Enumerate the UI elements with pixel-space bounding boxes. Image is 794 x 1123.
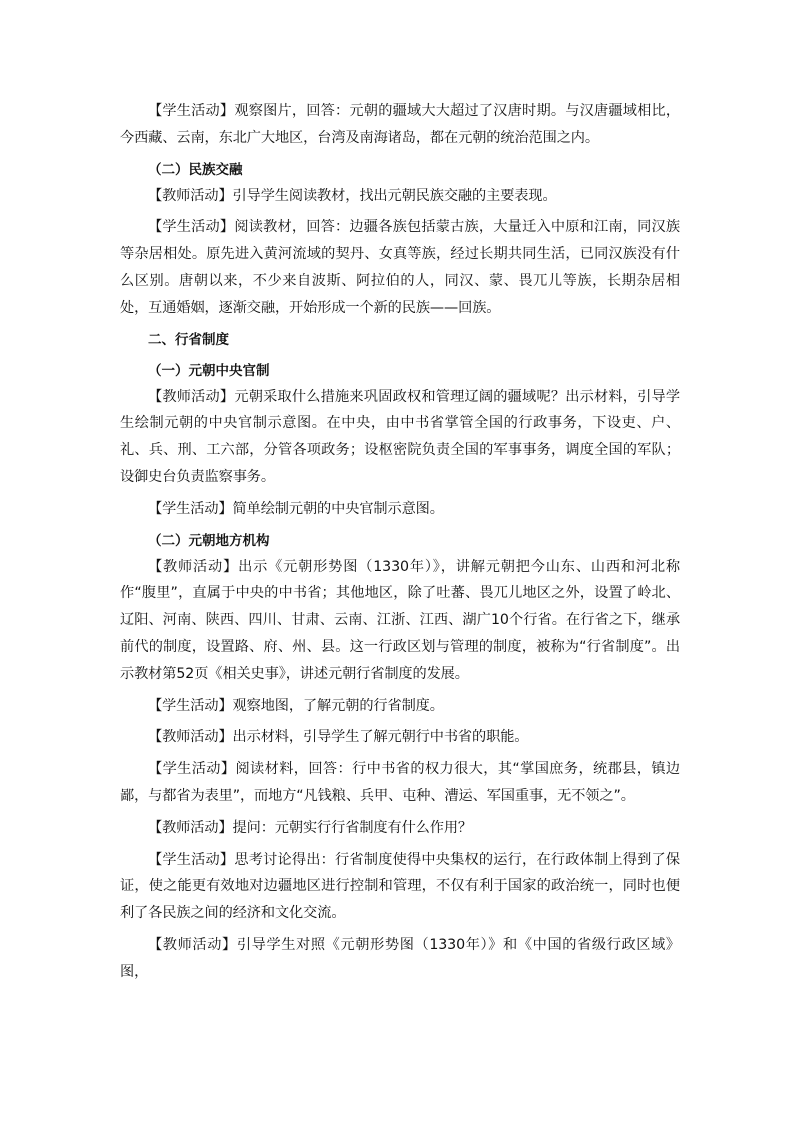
paragraph-student-activity-1 (120, 98, 680, 152)
paragraph-teacher-activity-3 (120, 554, 680, 688)
paragraph-text: 观察地图，了解元朝的行省制度。 (232, 697, 444, 714)
paragraph-text: 引导学生对照《元朝形势图（1330年）》和《中国的省级行政区域》图， (120, 936, 681, 980)
paragraph-student-activity-4 (120, 693, 680, 720)
section-heading-local-institutions: （二）元朝地方机构 (148, 532, 270, 549)
paragraph-student-activity-6 (120, 847, 680, 927)
paragraph-text: 提问：元朝实行行省制度有什么作用？ (232, 819, 473, 836)
paragraph-text: 简单绘制元朝的中央官制示意图。 (232, 500, 444, 517)
paragraph-text: 观察图片，回答：元朝的疆域大大超过了汉唐时期。与汉唐疆域相比，今西藏、云南，东北广大地区，台湾及南海诸岛，都在元朝的统治范围之内。 (120, 103, 681, 146)
activity-tag: 【学生活动】 (148, 697, 233, 714)
paragraph-teacher-activity-5 (120, 815, 680, 842)
activity-tag: 【教师活动】 (148, 187, 233, 204)
paragraph-student-activity-5 (120, 756, 680, 810)
activity-tag: 【教师活动】 (148, 729, 233, 746)
activity-tag: 【学生活动】 (148, 500, 233, 517)
activity-tag: 【教师活动】 (148, 388, 235, 405)
paragraph-student-activity-3 (120, 496, 680, 523)
paragraph-text: 阅读材料，回答：行中书省的权力很大，其“掌国庶务，统郡县，镇边鄙，与都省为表里”，而地方“凡钱粮、兵甲、屯种、漕运、军国重事，无不领之”。 (120, 761, 680, 804)
paragraph-student-activity-2 (120, 214, 680, 321)
paragraph-text: 阅读教材，回答：边疆各族包括蒙古族，大量迁入中原和江南，同汉族等杂居相处。原先进入黄河流域的契丹、女真等族，经过长期共同生活，已同汉族没有什么区别。唐朝以来，不少来自波斯、阿拉伯的人，同汉、蒙、畏兀儿等族，长期杂居相处，互通婚姻，逐渐交融，开始形成一个新的民族——回族。 (120, 219, 681, 316)
paragraph-text: 出示《元朝形势图（1330年）》，讲解元朝把今山东、山西和河北称作“腹里”，直属于中央的中书省；其他地区，除了吐蕃、畏兀儿地区之外，设置了岭北、辽阳、河南、陕西、四川、甘肃、云南、江浙、江西、湖广10个行省。在行省之下，继承前代的制度，设置路、府、州、县。这一行政区划与管理的制度，被称为“行省制度”。出示教材第52页《相关史事》，讲述元朝行省制度的发展。 (120, 558, 680, 682)
activity-tag: 【教师活动】 (148, 819, 233, 836)
activity-tag: 【教师活动】 (148, 936, 237, 953)
paragraph-teacher-activity-1 (120, 183, 680, 210)
activity-tag: 【学生活动】 (148, 851, 235, 868)
paragraph-text: 元朝采取什么措施来巩固政权和管理辽阔的疆域呢？出示材料，引导学生绘制元朝的中央官制示意图。在中央，由中书省掌管全国的行政事务，下设吏、户、礼、兵、刑、工六部，分管各项政务；设枢密院负责全国的军事事务，调度全国的军队；设御史台负责监察事务。 (120, 388, 681, 485)
paragraph-text: 出示材料，引导学生了解元朝行中书省的职能。 (232, 729, 529, 746)
paragraph-text: 引导学生阅读教材，找出元朝民族交融的主要表现。 (232, 187, 557, 204)
activity-tag: 【教师活动】 (148, 558, 239, 575)
paragraph-teacher-activity-6 (120, 932, 680, 986)
section-heading-central-officials: （一）元朝中央官制 (148, 362, 270, 379)
section-heading-province-system: 二、行省制度 (148, 331, 229, 348)
activity-tag: 【学生活动】 (148, 103, 235, 119)
paragraph-text: 思考讨论得出：行省制度使得中央集权的运行，在行政体制上得到了保证，使之能更有效地对边疆地区进行控制和管理，不仅有利于国家的政治统一，同时也便利了各民族之间的经济和文化交流。 (120, 851, 681, 922)
document-page (120, 98, 680, 986)
section-heading-ethnic-fusion: （二）民族交融 (148, 161, 243, 178)
activity-tag: 【学生活动】 (148, 761, 236, 778)
activity-tag: 【学生活动】 (148, 219, 235, 236)
paragraph-teacher-activity-2 (120, 384, 680, 491)
paragraph-teacher-activity-4 (120, 724, 680, 751)
